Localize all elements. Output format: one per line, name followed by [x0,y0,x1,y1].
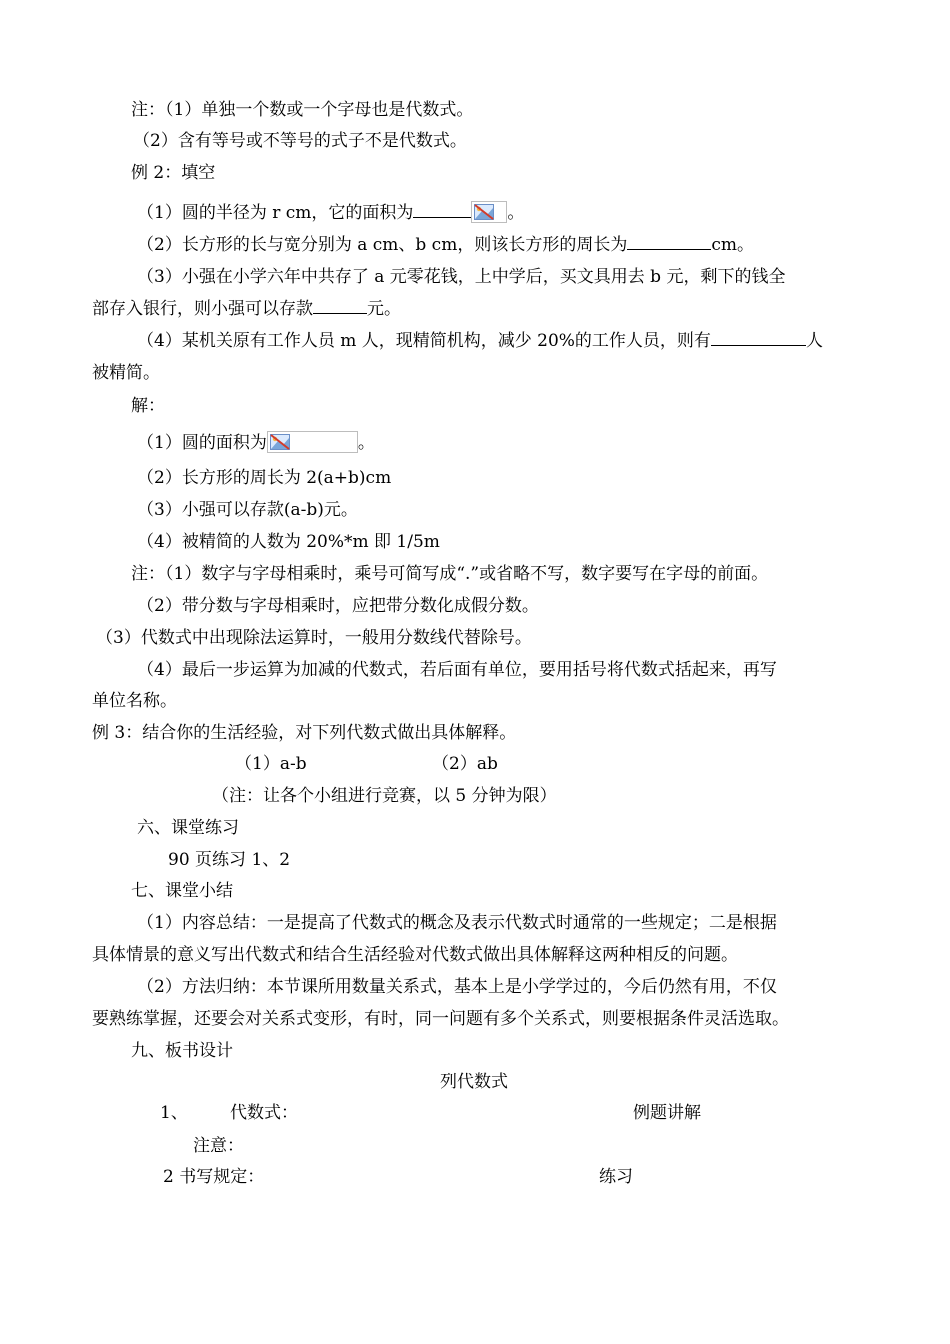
board-right2: 练习 [599,1167,633,1187]
section-6-heading: 六、课堂练习 [137,818,239,838]
answer-1-end: 。 [357,433,375,453]
answer-4: （4）被精简的人数为 20%*m 即 1/5m [137,532,440,552]
question-2-text: （2）长方形的长与宽分别为 a cm、b cm，则该长方形的周长为 [137,235,628,255]
board-right1: 例题讲解 [633,1103,701,1123]
summary-1-line2: 具体情景的意义写出代数式和结合生活经验对代数式做出具体解释这两种相反的问题。 [92,945,738,965]
answer-blank [313,298,367,314]
answer-blank [413,202,471,218]
board-item1-label: 代数式： [230,1103,298,1123]
example3-item1: （1）a-b [235,754,307,774]
section-6-body: 90 页练习 1、2 [168,850,291,870]
question-3-text: 部存入银行，则小强可以存款 [92,299,313,319]
answer-1-text: （1）圆的面积为 [137,433,267,453]
example2-title: 例 2：填空 [131,163,216,183]
question-3-unit: 元。 [367,299,401,319]
note2-line1: 注：（1）数字与字母相乘时，乘号可简写成“.”或省略不写，数字要写在字母的前面。 [131,564,769,584]
answer-blank [711,330,806,346]
question-3-line1: （3）小强在小学六年中共存了 a 元零花钱，上中学后，买文具用去 b 元，剩下的钱全 [137,267,786,287]
section-7-heading: 七、课堂小结 [131,881,233,901]
board-item1-number: 1、 [160,1103,188,1123]
example3-title: 例 3：结合你的生活经验，对下列代数式做出具体解释。 [92,723,517,743]
broken-image-icon [474,204,494,220]
note2-line3: （3）代数式中出现除法运算时，一般用分数线代替除号。 [96,628,532,648]
summary-2-line2: 要熟练掌握，还要会对关系式变形，有时，同一问题有多个关系式，则要根据条件灵活选取。 [92,1009,789,1029]
question-3-line2 [92,298,401,320]
note2-line2: （2）带分数与字母相乘时，应把带分数化成假分数。 [137,596,539,616]
question-2 [137,234,754,256]
note2-line5: 单位名称。 [92,691,177,711]
question-1-text: （1）圆的半径为 r cm，它的面积为 [137,203,414,223]
question-4-line1 [137,330,823,352]
board-title: 列代数式 [440,1072,508,1092]
answer-3: （3）小强可以存款(a-b)元。 [137,500,358,520]
question-2-unit: cm。 [711,235,754,255]
solution-title: 解： [131,396,165,416]
section-9-heading: 九、板书设计 [131,1041,233,1061]
note1-line2: （2）含有等号或不等号的式子不是代数式。 [133,131,467,151]
broken-image-icon [270,434,290,450]
board-note: 注意： [193,1136,244,1156]
example3-item2: （2）ab [432,754,498,774]
board-item2: 2 书写规定： [163,1167,265,1187]
question-1-end: 。 [507,203,525,223]
note1-line1: 注：（1）单独一个数或一个字母也是代数式。 [131,100,474,120]
answer-2: （2）长方形的周长为 2(a+b)cm [137,468,392,488]
answer-1 [137,431,375,454]
question-1 [137,201,524,224]
formula-image [471,201,507,223]
example3-note: （注：让各个小组进行竞赛，以 5 分钟为限） [212,786,557,806]
answer-blank [627,234,711,250]
question-4-text: （4）某机关原有工作人员 m 人，现精简机构，减少 20%的工作人员，则有 [137,331,711,351]
note2-line4: （4）最后一步运算为加减的代数式，若后面有单位，要用括号将代数式括起来，再写 [137,660,777,680]
formula-image [267,431,358,453]
summary-1-line1: （1）内容总结：一是提高了代数式的概念及表示代数式时通常的一些规定；二是根据 [137,913,777,933]
question-4-unit: 人 [805,331,823,351]
summary-2-line1: （2）方法归纳：本节课所用数量关系式，基本上是小学学过的，今后仍然有用，不仅 [137,977,777,997]
question-4-line2: 被精简。 [92,363,160,383]
